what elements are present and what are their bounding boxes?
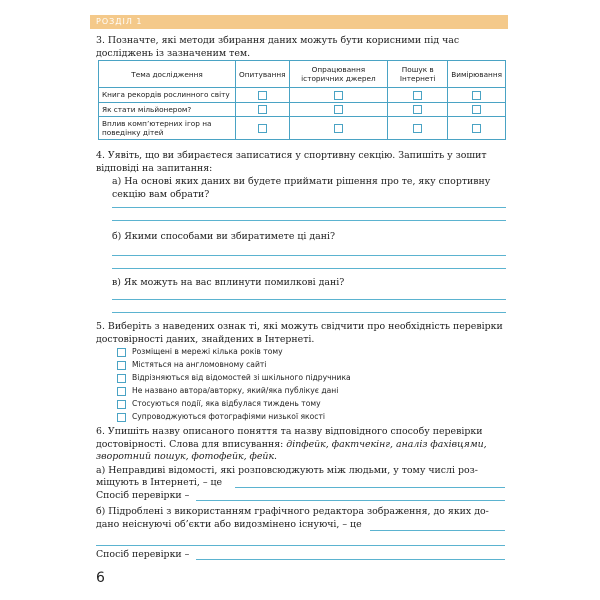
checkbox[interactable] [117, 413, 126, 422]
table-row [99, 117, 506, 140]
answer-line[interactable] [235, 487, 505, 488]
checkbox[interactable] [334, 124, 343, 133]
question-4b: б) Якими способами ви збиратимете ці дані? [112, 231, 336, 242]
checkbox[interactable] [472, 91, 481, 100]
table-header: Вимірювання [448, 61, 506, 88]
answer-line[interactable] [196, 500, 505, 501]
answer-line[interactable] [370, 530, 505, 531]
question-6a-line2: міщують в Інтернеті, – це [96, 477, 223, 488]
table-row [99, 88, 506, 103]
checkbox[interactable] [413, 105, 422, 114]
answer-line[interactable] [112, 207, 506, 208]
question-4c: в) Як можуть на вас вплинути помилкові дані? [112, 277, 345, 288]
methods-table [98, 60, 506, 140]
check-method-label: Спосіб перевірки – [96, 490, 190, 501]
question-6a-line1: а) Неправдиві відомості, які розповсюджують між людьми, у тому числі роз- [96, 465, 478, 476]
question-4-text: 4. Уявіть, що ви збираєтеся записатися у спортивну секцію. Запишіть у зошит відповіді на запитання: [96, 150, 487, 174]
list-item[interactable]: Розміщені в мережі кілька років тому [118, 347, 283, 357]
section-label: РОЗДІЛ 1 [96, 17, 143, 26]
table-header: Опрацювання історичних джерел [289, 61, 388, 88]
checkbox[interactable] [334, 91, 343, 100]
answer-line[interactable] [112, 255, 506, 256]
checkbox[interactable] [117, 374, 126, 383]
answer-line[interactable] [112, 220, 506, 221]
checkbox[interactable] [413, 91, 422, 100]
table-cell-topic: Книга рекордів рослинного світу [99, 88, 236, 103]
answer-line[interactable] [112, 299, 506, 300]
checkbox[interactable] [117, 361, 126, 370]
page-number: 6 [96, 570, 105, 586]
list-item[interactable]: Відрізняються від відомостей зі шкільного підручника [118, 373, 351, 383]
checkbox[interactable] [258, 105, 267, 114]
answer-line[interactable] [112, 268, 506, 269]
question-3-text: 3. Позначте, які методи збирання даних можуть бути корисними під час досліджень із зазначеним тем. [96, 35, 460, 59]
checkbox[interactable] [117, 387, 126, 396]
table-header: Тема дослідження [99, 61, 236, 88]
question-5-text: 5. Виберіть з наведених ознак ті, які можуть свідчити про необхідність перевірки достовірності даних, знайдених в Інтернеті. [96, 321, 503, 345]
checkbox[interactable] [258, 124, 267, 133]
checkbox[interactable] [117, 348, 126, 357]
list-item[interactable]: Містяться на англомовному сайті [118, 360, 266, 370]
checkbox[interactable] [472, 105, 481, 114]
word-list: діпфейк, фактчекінг, аналіз фахівцями, зворотний пошук, фотофейк, фейк. [96, 438, 487, 462]
table-row [99, 102, 506, 117]
answer-line[interactable] [112, 312, 506, 313]
table-cell-topic: Вплив комп’ютерних ігор на поведінку дітей [99, 117, 236, 140]
section-header [90, 15, 508, 29]
checkbox[interactable] [413, 124, 422, 133]
answer-line[interactable] [96, 545, 505, 546]
check-method-label-2: Спосіб перевірки – [96, 549, 190, 560]
question-6-text: 6. Упишіть назву описаного поняття та назву відповідного способу перевірки достовірності. Слова для вписування: діпфейк, фактчекінг, аналіз фахівцями, зворотний пошук, фотофейк, фейк. [96, 426, 487, 462]
table-cell-topic: Як стати мільйонером? [99, 102, 236, 117]
question-6b-line2: дано неіснуючі об’єкти або видозмінено існуючі, – це [96, 519, 362, 530]
checkbox[interactable] [117, 400, 126, 409]
list-item[interactable]: Стосуються події, яка відбулася тиждень тому [118, 399, 321, 409]
list-item[interactable]: Не названо автора/авторку, який/яка публікує дані [118, 386, 338, 396]
question-4a: а) На основі яких даних ви будете приймати рішення про те, яку спортивну секцію вам обрати? [112, 176, 491, 200]
table-header: Пошук в Інтернеті [388, 61, 448, 88]
checkbox[interactable] [334, 105, 343, 114]
checkbox[interactable] [258, 91, 267, 100]
question-6b-line1: б) Підроблені з використанням графічного редактора зображення, до яких до- [96, 506, 489, 517]
list-item[interactable]: Супроводжуються фотографіями низької якості [118, 412, 325, 422]
answer-line[interactable] [196, 559, 505, 560]
table-header: Опитування [236, 61, 290, 88]
checkbox[interactable] [472, 124, 481, 133]
